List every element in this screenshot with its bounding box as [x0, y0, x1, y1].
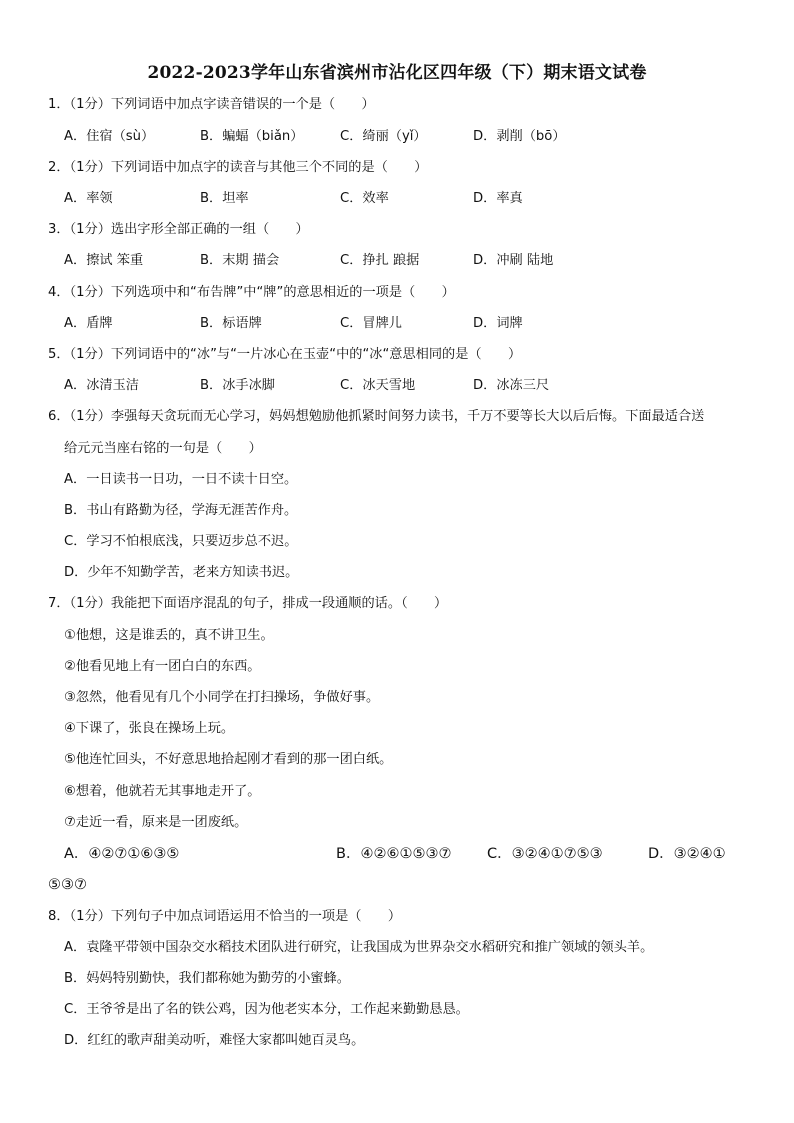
q2-option-a: A．率领 [64, 191, 113, 206]
q3-option-b: B．末期 描会 [200, 253, 280, 268]
q4-option-b: B．标语牌 [200, 316, 262, 331]
question-5-stem: 5．（1分）下列词语中的“冰”与“一片冰心在玉壶“中的“冰“意思相同的是（ ） [48, 347, 522, 362]
q7-sentence-3: ③忽然，他看见有几个小同学在打扫操场，争做好事。 [64, 690, 380, 705]
q7-option-d: D．③②④① [648, 846, 726, 862]
q2-option-c: C．效率 [340, 191, 389, 206]
q1-option-a: A．住宿（sù） [64, 129, 155, 144]
question-3-stem: 3．（1分）选出字形全部正确的一组（ ） [48, 222, 309, 237]
q7-option-a: A．④②⑦①⑥③⑤ [64, 846, 180, 862]
q7-option-b: B．④②⑥①⑤③⑦ [336, 846, 452, 862]
q6-option-b: B．书山有路勤为径，学海无涯苦作舟。 [64, 503, 298, 518]
q7-sentence-4: ④下课了，张良在操场上玩。 [64, 721, 235, 736]
q7-option-d-continued: ⑤③⑦ [48, 877, 87, 893]
q3-option-d: D．冲刷 陆地 [473, 253, 554, 268]
q7-sentence-1: ①他想，这是谁丢的，真不讲卫生。 [64, 628, 274, 643]
q3-option-a: A．擦试 笨重 [64, 253, 144, 268]
q4-option-c: C．冒牌儿 [340, 316, 402, 331]
q6-option-d: D．少年不知勤学苦，老来方知读书迟。 [64, 565, 299, 580]
q8-option-d: D．红红的歌声甜美动听，难怪大家都叫她百灵鸟。 [64, 1033, 365, 1048]
q8-option-a: A．袁隆平带领中国杂交水稻技术团队进行研究，让我国成为世界杂交水稻研究和推广领域的领头羊。 [64, 940, 654, 955]
q7-option-c: C．③②④①⑦⑤③ [487, 846, 603, 862]
q4-option-d: D．词牌 [473, 316, 523, 331]
q1-option-d: D．剥削（bō） [473, 129, 566, 144]
question-8-stem: 8．（1分）下列句子中加点词语运用不恰当的一项是（ ） [48, 909, 402, 924]
q5-option-c: C．冰天雪地 [340, 378, 416, 393]
q2-option-b: B．坦率 [200, 191, 249, 206]
q6-option-c: C．学习不怕根底浅，只要迈步总不迟。 [64, 534, 298, 549]
page-title: 2022-2023学年山东省滨州市沾化区四年级（下）期末语文试卷 [147, 63, 647, 83]
q8-option-b: B．妈妈特别勤快，我们都称她为勤劳的小蜜蜂。 [64, 971, 350, 986]
question-2-stem: 2．（1分）下列词语中加点字的读音与其他三个不同的是（ ） [48, 160, 428, 175]
question-6-stem: 6．（1分）李强每天贪玩而无心学习，妈妈想勉励他抓紧时间努力读书，千万不要等长大以后后悔。下面最适合送 [48, 409, 705, 424]
q7-sentence-6: ⑥想着，他就若无其事地走开了。 [64, 784, 261, 799]
q5-option-b: B．冰手冰脚 [200, 378, 275, 393]
q4-option-a: A．盾牌 [64, 316, 113, 331]
q2-option-d: D．率真 [473, 191, 523, 206]
question-7-stem: 7．（1分）我能把下面语序混乱的句子，排成一段通顺的话。（ ） [48, 596, 448, 611]
q1-option-c: C．绮丽（yǐ） [340, 129, 427, 144]
q7-sentence-2: ②他看见地上有一团白白的东西。 [64, 659, 261, 674]
question-6-stem-continued: 给元元当座右铭的一句是（ ） [64, 441, 262, 456]
q8-option-c: C．王爷爷是出了名的铁公鸡，因为他老实本分，工作起来勤勤恳恳。 [64, 1002, 469, 1017]
question-4-stem: 4．（1分）下列选项中和“布告牌”中“牌”的意思相近的一项是（ ） [48, 285, 455, 300]
q6-option-a: A．一日读书一日功，一日不读十日空。 [64, 472, 298, 487]
q3-option-c: C．挣扎 踉据 [340, 253, 420, 268]
q7-sentence-7: ⑦走近一看，原来是一团废纸。 [64, 815, 248, 830]
q1-option-b: B．蝙蝠（biǎn） [200, 129, 304, 144]
q7-sentence-5: ⑤他连忙回头，不好意思地拾起刚才看到的那一团白纸。 [64, 752, 393, 767]
q5-option-d: D．冰冻三尺 [473, 378, 550, 393]
question-1-stem: 1．（1分）下列词语中加点字读音错误的一个是（ ） [48, 97, 375, 112]
q5-option-a: A．冰清玉洁 [64, 378, 139, 393]
